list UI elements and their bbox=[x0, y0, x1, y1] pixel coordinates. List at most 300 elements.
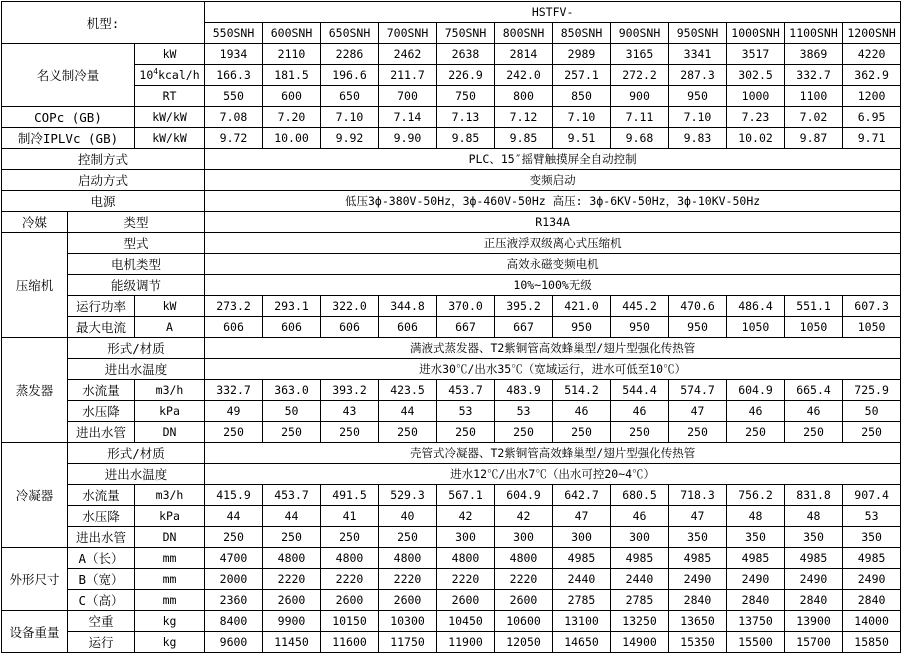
value-cell: 2490 bbox=[669, 569, 727, 590]
value-cell: 250 bbox=[205, 527, 263, 548]
value-cell: 9.72 bbox=[205, 128, 263, 149]
unit: DN bbox=[135, 527, 205, 548]
value-cell: 3341 bbox=[669, 44, 727, 65]
value-cell: 4800 bbox=[263, 548, 321, 569]
value-cell: 250 bbox=[379, 422, 437, 443]
value-cell: 362.9 bbox=[843, 65, 901, 86]
value-cell: 2490 bbox=[843, 569, 901, 590]
value-cell: 2490 bbox=[785, 569, 843, 590]
cop-label: COPc (GB) bbox=[2, 107, 135, 128]
value-cell: 7.10 bbox=[553, 107, 611, 128]
cond-temp-row bbox=[2, 464, 901, 485]
value-cell: 4985 bbox=[553, 548, 611, 569]
value-cell: 514.2 bbox=[553, 380, 611, 401]
value-cell: 907.4 bbox=[843, 485, 901, 506]
value-cell: 2000 bbox=[205, 569, 263, 590]
value-cell: 9.87 bbox=[785, 128, 843, 149]
value-cell: 756.2 bbox=[727, 485, 785, 506]
control-value: PLC、15″摇臂触摸屏全自动控制 bbox=[205, 149, 901, 170]
value-cell: 48 bbox=[727, 506, 785, 527]
weight-operating-label: 运行 bbox=[68, 632, 135, 653]
value-cell: 2220 bbox=[437, 569, 495, 590]
value-cell: 44 bbox=[379, 401, 437, 422]
model-name: 950SNH bbox=[669, 23, 727, 44]
weight-operating-row bbox=[2, 632, 901, 653]
value-cell: 250 bbox=[727, 422, 785, 443]
cond-flow-label: 水流量 bbox=[68, 485, 135, 506]
value-cell: 2600 bbox=[495, 590, 553, 611]
compressor-type-label: 型式 bbox=[68, 233, 205, 254]
startup-row bbox=[2, 170, 901, 191]
value-cell: 272.2 bbox=[611, 65, 669, 86]
current-row bbox=[2, 317, 901, 338]
value-cell: 13250 bbox=[611, 611, 669, 632]
value-cell: 4985 bbox=[785, 548, 843, 569]
value-cell: 302.5 bbox=[727, 65, 785, 86]
value-cell: 2840 bbox=[843, 590, 901, 611]
value-cell: 4985 bbox=[843, 548, 901, 569]
motor-label: 电机类型 bbox=[68, 254, 205, 275]
model-name: 750SNH bbox=[437, 23, 495, 44]
regulation-row bbox=[2, 275, 901, 296]
value-cell: 47 bbox=[669, 401, 727, 422]
value-cell: 10600 bbox=[495, 611, 553, 632]
value-cell: 322.0 bbox=[321, 296, 379, 317]
current-label: 最大电流 bbox=[68, 317, 135, 338]
value-cell: 900 bbox=[611, 86, 669, 107]
value-cell: 13750 bbox=[727, 611, 785, 632]
evap-drop-row bbox=[2, 401, 901, 422]
evap-flow-label: 水流量 bbox=[68, 380, 135, 401]
value-cell: 1050 bbox=[785, 317, 843, 338]
value-cell: 7.10 bbox=[669, 107, 727, 128]
model-name: 1000SNH bbox=[727, 23, 785, 44]
value-cell: 2600 bbox=[263, 590, 321, 611]
value-cell: 14000 bbox=[843, 611, 901, 632]
value-cell: 41 bbox=[321, 506, 379, 527]
value-cell: 49 bbox=[205, 401, 263, 422]
startup-value: 变频启动 bbox=[205, 170, 901, 191]
unit: m3/h bbox=[135, 380, 205, 401]
value-cell: 3869 bbox=[785, 44, 843, 65]
regulation-label: 能级调节 bbox=[68, 275, 205, 296]
value-cell: 11600 bbox=[321, 632, 379, 653]
dimensions-label: 外形尺寸 bbox=[2, 548, 68, 611]
unit: mm bbox=[135, 569, 205, 590]
value-cell: 2220 bbox=[495, 569, 553, 590]
weight-empty-row bbox=[2, 611, 901, 632]
evap-temp-value: 进水30℃/出水35℃（宽域运行，进水可低至10℃） bbox=[205, 359, 901, 380]
value-cell: 680.5 bbox=[611, 485, 669, 506]
value-cell: 667 bbox=[437, 317, 495, 338]
value-cell: 344.8 bbox=[379, 296, 437, 317]
value-cell: 363.0 bbox=[263, 380, 321, 401]
refrigerant-row bbox=[2, 212, 901, 233]
value-cell: 9.83 bbox=[669, 128, 727, 149]
value-cell: 48 bbox=[785, 506, 843, 527]
evap-form-label: 形式/材质 bbox=[68, 338, 205, 359]
model-name: 1100SNH bbox=[785, 23, 843, 44]
value-cell: 950 bbox=[611, 317, 669, 338]
dim-c-row bbox=[2, 590, 901, 611]
value-cell: 2600 bbox=[321, 590, 379, 611]
value-cell: 250 bbox=[321, 527, 379, 548]
value-cell: 250 bbox=[437, 422, 495, 443]
value-cell: 2360 bbox=[205, 590, 263, 611]
unit: kW bbox=[135, 296, 205, 317]
value-cell: 950 bbox=[553, 317, 611, 338]
value-cell: 950 bbox=[669, 317, 727, 338]
dim-c-label: C（高） bbox=[68, 590, 135, 611]
unit: A bbox=[135, 317, 205, 338]
evaporator-label: 蒸发器 bbox=[2, 338, 68, 443]
unit: DN bbox=[135, 422, 205, 443]
dim-a-label: A（长） bbox=[68, 548, 135, 569]
value-cell: 544.4 bbox=[611, 380, 669, 401]
control-row bbox=[2, 149, 901, 170]
value-cell: 7.12 bbox=[495, 107, 553, 128]
value-cell: 2220 bbox=[321, 569, 379, 590]
value-cell: 4985 bbox=[727, 548, 785, 569]
value-cell: 2490 bbox=[727, 569, 785, 590]
value-cell: 1200 bbox=[843, 86, 901, 107]
cond-pipe-label: 进出水管 bbox=[68, 527, 135, 548]
unit: kPa bbox=[135, 401, 205, 422]
value-cell: 4800 bbox=[495, 548, 553, 569]
value-cell: 53 bbox=[843, 506, 901, 527]
cond-form-label: 形式/材质 bbox=[68, 443, 205, 464]
value-cell: 9900 bbox=[263, 611, 321, 632]
value-cell: 415.9 bbox=[205, 485, 263, 506]
value-cell: 2840 bbox=[669, 590, 727, 611]
value-cell: 11750 bbox=[379, 632, 437, 653]
value-cell: 9.90 bbox=[379, 128, 437, 149]
series-name: HSTFV- bbox=[205, 2, 901, 23]
value-cell: 4800 bbox=[437, 548, 495, 569]
motor-row bbox=[2, 254, 901, 275]
capacity-kw-row bbox=[2, 44, 901, 65]
value-cell: 2220 bbox=[263, 569, 321, 590]
value-cell: 606 bbox=[263, 317, 321, 338]
unit: kW/kW bbox=[135, 107, 205, 128]
value-cell: 13100 bbox=[553, 611, 611, 632]
evap-form-value: 满液式蒸发器、T2紫铜管高效蜂巢型/翅片型强化传热管 bbox=[205, 338, 901, 359]
value-cell: 718.3 bbox=[669, 485, 727, 506]
value-cell: 196.6 bbox=[321, 65, 379, 86]
unit: kW/kW bbox=[135, 128, 205, 149]
value-cell: 4700 bbox=[205, 548, 263, 569]
capacity-kcal-row bbox=[2, 65, 901, 86]
model-name: 600SNH bbox=[263, 23, 321, 44]
evap-temp-row bbox=[2, 359, 901, 380]
value-cell: 8400 bbox=[205, 611, 263, 632]
value-cell: 47 bbox=[553, 506, 611, 527]
model-name: 550SNH bbox=[205, 23, 263, 44]
value-cell: 1100 bbox=[785, 86, 843, 107]
unit: mm bbox=[135, 590, 205, 611]
value-cell: 14900 bbox=[611, 632, 669, 653]
refrigerant-type-label: 类型 bbox=[68, 212, 205, 233]
value-cell: 551.1 bbox=[785, 296, 843, 317]
value-cell: 483.9 bbox=[495, 380, 553, 401]
value-cell: 287.3 bbox=[669, 65, 727, 86]
value-cell: 15700 bbox=[785, 632, 843, 653]
value-cell: 42 bbox=[437, 506, 495, 527]
value-cell: 4220 bbox=[843, 44, 901, 65]
value-cell: 332.7 bbox=[785, 65, 843, 86]
value-cell: 2785 bbox=[553, 590, 611, 611]
value-cell: 604.9 bbox=[727, 380, 785, 401]
value-cell: 370.0 bbox=[437, 296, 495, 317]
value-cell: 2840 bbox=[727, 590, 785, 611]
value-cell: 7.14 bbox=[379, 107, 437, 128]
compressor-power-row bbox=[2, 296, 901, 317]
value-cell: 300 bbox=[611, 527, 669, 548]
capacity-label: 名义制冷量 bbox=[2, 44, 135, 107]
compressor-label: 压缩机 bbox=[2, 233, 68, 338]
value-cell: 226.9 bbox=[437, 65, 495, 86]
value-cell: 725.9 bbox=[843, 380, 901, 401]
value-cell: 10150 bbox=[321, 611, 379, 632]
motor-value: 高效永磁变频电机 bbox=[205, 254, 901, 275]
value-cell: 350 bbox=[669, 527, 727, 548]
value-cell: 43 bbox=[321, 401, 379, 422]
value-cell: 550 bbox=[205, 86, 263, 107]
value-cell: 2600 bbox=[379, 590, 437, 611]
startup-label: 启动方式 bbox=[2, 170, 205, 191]
value-cell: 242.0 bbox=[495, 65, 553, 86]
evap-pipe-row bbox=[2, 422, 901, 443]
value-cell: 250 bbox=[669, 422, 727, 443]
value-cell: 7.13 bbox=[437, 107, 495, 128]
value-cell: 445.2 bbox=[611, 296, 669, 317]
unit: mm bbox=[135, 548, 205, 569]
value-cell: 166.3 bbox=[205, 65, 263, 86]
value-cell: 7.08 bbox=[205, 107, 263, 128]
compressor-type-row bbox=[2, 233, 901, 254]
unit: m3/h bbox=[135, 485, 205, 506]
value-cell: 9.51 bbox=[553, 128, 611, 149]
cond-pipe-row bbox=[2, 527, 901, 548]
value-cell: 15350 bbox=[669, 632, 727, 653]
value-cell: 850 bbox=[553, 86, 611, 107]
value-cell: 604.9 bbox=[495, 485, 553, 506]
value-cell: 14650 bbox=[553, 632, 611, 653]
model-name: 650SNH bbox=[321, 23, 379, 44]
header-row bbox=[2, 2, 901, 23]
model-name: 800SNH bbox=[495, 23, 553, 44]
value-cell: 650 bbox=[321, 86, 379, 107]
compressor-type-value: 正压液浮双级离心式压缩机 bbox=[205, 233, 901, 254]
value-cell: 4800 bbox=[379, 548, 437, 569]
value-cell: 15850 bbox=[843, 632, 901, 653]
value-cell: 300 bbox=[437, 527, 495, 548]
value-cell: 350 bbox=[843, 527, 901, 548]
value-cell: 46 bbox=[611, 401, 669, 422]
value-cell: 13650 bbox=[669, 611, 727, 632]
value-cell: 250 bbox=[843, 422, 901, 443]
value-cell: 250 bbox=[321, 422, 379, 443]
cond-form-value: 壳管式冷凝器、T2紫铜管高效蜂巢型/翅片型强化传热管 bbox=[205, 443, 901, 464]
dim-b-row bbox=[2, 569, 901, 590]
value-cell: 567.1 bbox=[437, 485, 495, 506]
value-cell: 421.0 bbox=[553, 296, 611, 317]
value-cell: 606 bbox=[205, 317, 263, 338]
value-cell: 50 bbox=[843, 401, 901, 422]
power-value: 低压3ф-380V-50Hz，3ф-460V-50Hz 高压: 3ф-6KV-50Hz，3ф-10KV-50Hz bbox=[205, 191, 901, 212]
value-cell: 350 bbox=[785, 527, 843, 548]
value-cell: 606 bbox=[379, 317, 437, 338]
value-cell: 700 bbox=[379, 86, 437, 107]
value-cell: 300 bbox=[553, 527, 611, 548]
weight-empty-label: 空重 bbox=[68, 611, 135, 632]
evap-pipe-label: 进出水管 bbox=[68, 422, 135, 443]
value-cell: 15500 bbox=[727, 632, 785, 653]
value-cell: 607.3 bbox=[843, 296, 901, 317]
value-cell: 2814 bbox=[495, 44, 553, 65]
value-cell: 332.7 bbox=[205, 380, 263, 401]
value-cell: 606 bbox=[321, 317, 379, 338]
value-cell: 10300 bbox=[379, 611, 437, 632]
iplv-row bbox=[2, 128, 901, 149]
value-cell: 53 bbox=[495, 401, 553, 422]
value-cell: 1934 bbox=[205, 44, 263, 65]
value-cell: 44 bbox=[263, 506, 321, 527]
compressor-power-label: 运行功率 bbox=[68, 296, 135, 317]
value-cell: 9.68 bbox=[611, 128, 669, 149]
value-cell: 2600 bbox=[437, 590, 495, 611]
value-cell: 3517 bbox=[727, 44, 785, 65]
value-cell: 46 bbox=[727, 401, 785, 422]
value-cell: 3165 bbox=[611, 44, 669, 65]
power-row bbox=[2, 191, 901, 212]
value-cell: 12050 bbox=[495, 632, 553, 653]
cond-drop-row bbox=[2, 506, 901, 527]
value-cell: 250 bbox=[785, 422, 843, 443]
value-cell: 9.85 bbox=[495, 128, 553, 149]
unit: RT bbox=[135, 86, 205, 107]
value-cell: 750 bbox=[437, 86, 495, 107]
value-cell: 831.8 bbox=[785, 485, 843, 506]
capacity-rt-row bbox=[2, 86, 901, 107]
value-cell: 46 bbox=[553, 401, 611, 422]
value-cell: 453.7 bbox=[263, 485, 321, 506]
dim-b-label: B（宽） bbox=[68, 569, 135, 590]
value-cell: 46 bbox=[611, 506, 669, 527]
value-cell: 667 bbox=[495, 317, 553, 338]
value-cell: 42 bbox=[495, 506, 553, 527]
value-cell: 950 bbox=[669, 86, 727, 107]
value-cell: 2638 bbox=[437, 44, 495, 65]
value-cell: 257.1 bbox=[553, 65, 611, 86]
value-cell: 529.3 bbox=[379, 485, 437, 506]
unit: kW bbox=[135, 44, 205, 65]
value-cell: 453.7 bbox=[437, 380, 495, 401]
value-cell: 574.7 bbox=[669, 380, 727, 401]
value-cell: 250 bbox=[205, 422, 263, 443]
value-cell: 2785 bbox=[611, 590, 669, 611]
evap-drop-label: 水压降 bbox=[68, 401, 135, 422]
value-cell: 9600 bbox=[205, 632, 263, 653]
value-cell: 7.11 bbox=[611, 107, 669, 128]
value-cell: 10450 bbox=[437, 611, 495, 632]
value-cell: 486.4 bbox=[727, 296, 785, 317]
spec-table bbox=[1, 1, 901, 653]
value-cell: 4985 bbox=[669, 548, 727, 569]
value-cell: 1050 bbox=[843, 317, 901, 338]
value-cell: 423.5 bbox=[379, 380, 437, 401]
value-cell: 2462 bbox=[379, 44, 437, 65]
unit: kg bbox=[135, 611, 205, 632]
unit: kg bbox=[135, 632, 205, 653]
cond-form-row bbox=[2, 443, 901, 464]
cond-flow-row bbox=[2, 485, 901, 506]
value-cell: 10.00 bbox=[263, 128, 321, 149]
value-cell: 393.2 bbox=[321, 380, 379, 401]
value-cell: 50 bbox=[263, 401, 321, 422]
value-cell: 9.85 bbox=[437, 128, 495, 149]
control-label: 控制方式 bbox=[2, 149, 205, 170]
value-cell: 350 bbox=[727, 527, 785, 548]
value-cell: 46 bbox=[785, 401, 843, 422]
value-cell: 491.5 bbox=[321, 485, 379, 506]
value-cell: 10.02 bbox=[727, 128, 785, 149]
value-cell: 293.1 bbox=[263, 296, 321, 317]
value-cell: 300 bbox=[495, 527, 553, 548]
iplv-label: 制冷IPLVc (GB) bbox=[2, 128, 135, 149]
regulation-value: 10%~100%无级 bbox=[205, 275, 901, 296]
value-cell: 250 bbox=[263, 422, 321, 443]
value-cell: 6.95 bbox=[843, 107, 901, 128]
model-name: 1200SNH bbox=[843, 23, 901, 44]
value-cell: 642.7 bbox=[553, 485, 611, 506]
value-cell: 2220 bbox=[379, 569, 437, 590]
model-name: 850SNH bbox=[553, 23, 611, 44]
value-cell: 250 bbox=[611, 422, 669, 443]
refrigerant-label: 冷媒 bbox=[2, 212, 68, 233]
model-name: 700SNH bbox=[379, 23, 437, 44]
value-cell: 4985 bbox=[611, 548, 669, 569]
cop-row bbox=[2, 107, 901, 128]
unit: $10^4kcal/h$ bbox=[135, 65, 205, 86]
value-cell: 47 bbox=[669, 506, 727, 527]
value-cell: 11900 bbox=[437, 632, 495, 653]
value-cell: 11450 bbox=[263, 632, 321, 653]
value-cell: 470.6 bbox=[669, 296, 727, 317]
cond-drop-label: 水压降 bbox=[68, 506, 135, 527]
value-cell: 600 bbox=[263, 86, 321, 107]
value-cell: 7.10 bbox=[321, 107, 379, 128]
value-cell: 2840 bbox=[785, 590, 843, 611]
value-cell: 44 bbox=[205, 506, 263, 527]
value-cell: 4800 bbox=[321, 548, 379, 569]
unit: kPa bbox=[135, 506, 205, 527]
value-cell: 2989 bbox=[553, 44, 611, 65]
value-cell: 7.02 bbox=[785, 107, 843, 128]
value-cell: 1000 bbox=[727, 86, 785, 107]
value-cell: 1050 bbox=[727, 317, 785, 338]
cond-temp-label: 进出水温度 bbox=[68, 464, 205, 485]
value-cell: 2286 bbox=[321, 44, 379, 65]
evap-flow-row bbox=[2, 380, 901, 401]
value-cell: 250 bbox=[553, 422, 611, 443]
value-cell: 250 bbox=[379, 527, 437, 548]
value-cell: 665.4 bbox=[785, 380, 843, 401]
cond-temp-value: 进水12℃/出水7℃（出水可控20~4℃） bbox=[205, 464, 901, 485]
value-cell: 7.20 bbox=[263, 107, 321, 128]
value-cell: 7.23 bbox=[727, 107, 785, 128]
refrigerant-value: R134A bbox=[205, 212, 901, 233]
